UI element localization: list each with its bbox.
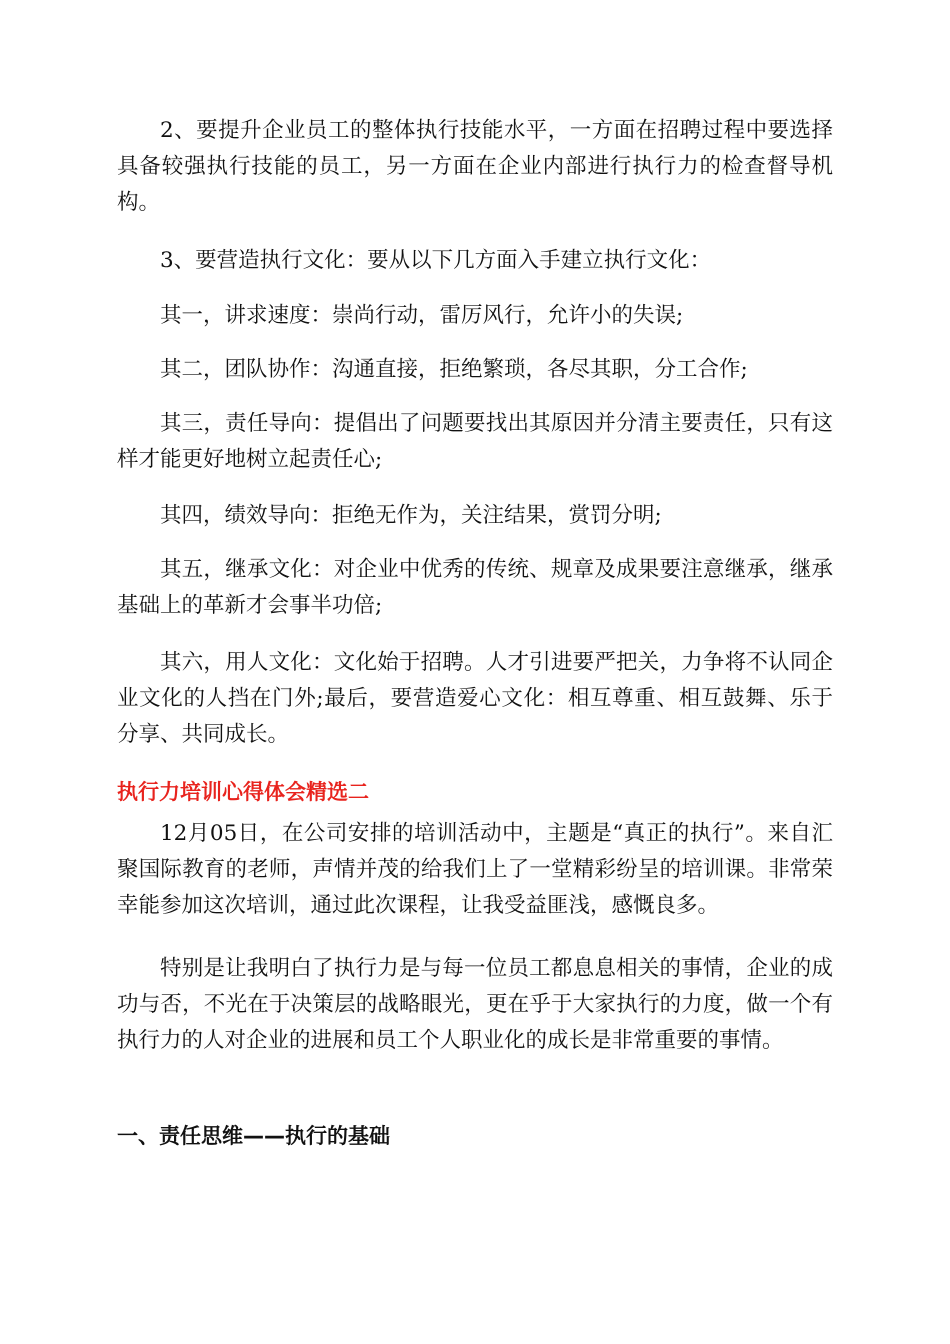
- paragraph-training-insight: 特别是让我明白了执行力是与每一位员工都息息相关的事情，企业的成功与否，不光在于决策层的战略眼光，更在乎于大家执行的力度，做一个有执行力的人对企业的进展和员工个人职业化的成长是非常重要的事情。: [117, 956, 833, 1053]
- paragraph-responsibility: 其三，责任导向：提倡出了问题要找出其原因并分清主要责任，只有这样才能更好地树立起责任心;: [117, 411, 833, 472]
- section-title: 执行力培训心得体会精选二: [117, 780, 369, 804]
- paragraph-people-culture: 其六，用人文化：文化始于招聘。人才引进要严把关，力争将不认同企业文化的人挡在门外;最后，要营造爱心文化：相互尊重、相互鼓舞、乐于分享、共同成长。: [117, 650, 833, 747]
- paragraph-skill-level: 2、要提升企业员工的整体执行技能水平，一方面在招聘过程中要选择具备较强执行技能的员工，另一方面在企业内部进行执行力的检查督导机构。: [117, 118, 833, 215]
- paragraph-speed: 其一，讲求速度：崇尚行动，雷厉风行，允许小的失误;: [160, 303, 684, 328]
- paragraph-training-intro: 12月05日，在公司安排的培训活动中，主题是“真正的执行”。来自汇聚国际教育的老师，声情并茂的给我们上了一堂精彩纷呈的培训课。非常荣幸能参加这次培训，通过此次课程，让我受益匪浅，感慨良多。: [117, 821, 833, 918]
- paragraph-performance: 其四，绩效导向：拒绝无作为，关注结果，赏罚分明;: [160, 503, 662, 528]
- paragraph-teamwork: 其二，团队协作：沟通直接，拒绝繁琐，各尽其职，分工合作;: [160, 357, 748, 382]
- subheading-responsibility-thinking: 一、责任思维——执行的基础: [117, 1124, 390, 1148]
- paragraph-inheritance: 其五，继承文化：对企业中优秀的传统、规章及成果要注意继承，继承基础上的革新才会事半功倍;: [117, 557, 833, 618]
- paragraph-execution-culture: 3、要营造执行文化：要从以下几方面入手建立执行文化：: [160, 248, 712, 273]
